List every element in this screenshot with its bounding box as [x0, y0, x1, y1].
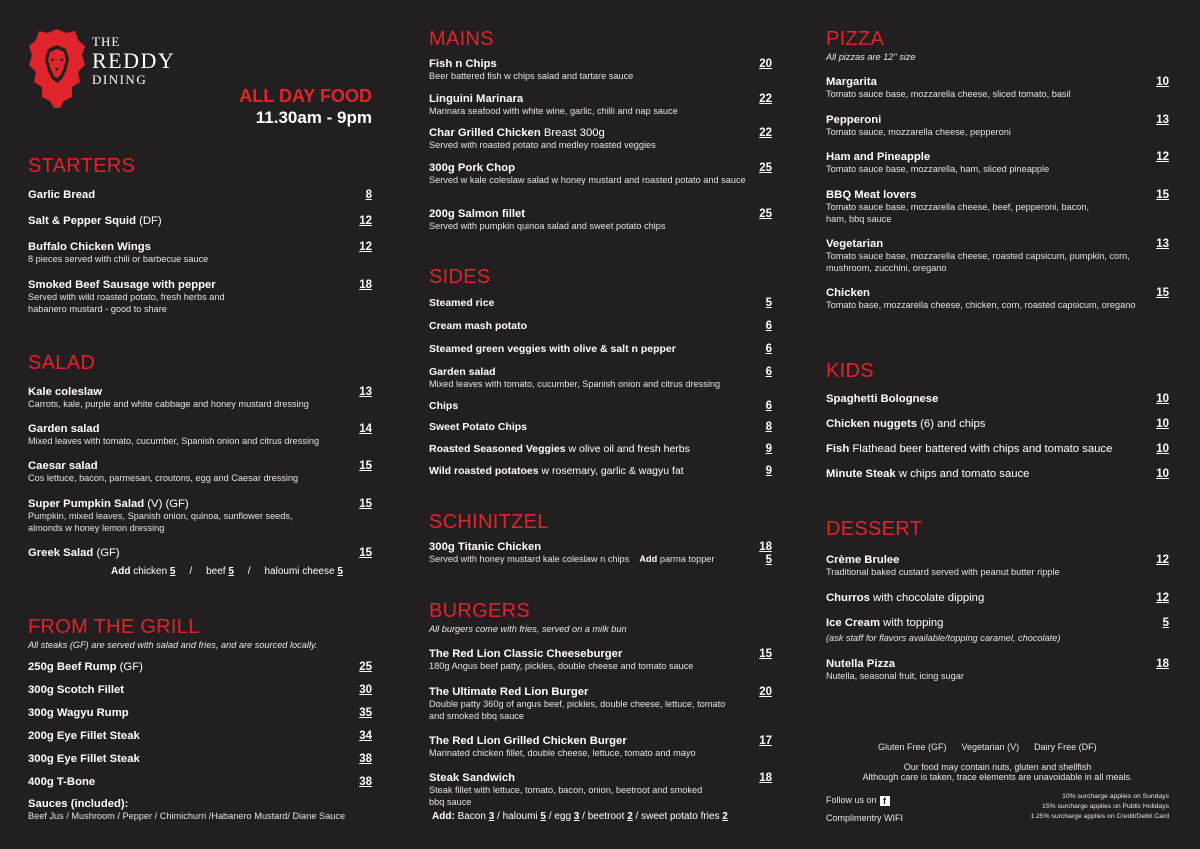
item-price: 22: [759, 93, 772, 105]
item-desc: Tomato sauce base, mozzarella cheese, beef, pepperoni, bacon, ham, bbq sauce: [826, 202, 1090, 224]
starters-title: STARTERS: [28, 155, 136, 177]
item-desc: Nutella, seasonal fruit, icing sugar: [826, 671, 964, 681]
menu-item: [826, 443, 1169, 456]
add-option: chicken: [133, 566, 168, 577]
add-option: beef: [206, 566, 226, 577]
menu-item: [429, 443, 772, 456]
hours-title: ALL DAY FOOD: [239, 86, 372, 106]
menu-item: [429, 320, 772, 333]
item-name: Fish: [826, 443, 850, 455]
item-name: Pepperoni: [826, 114, 882, 126]
item-desc: Mixed leaves with tomato, cucumber, Spanish onion and citrus dressing: [429, 379, 721, 389]
item-tag: (DF): [135, 215, 162, 227]
item-name: Caesar salad: [28, 460, 98, 472]
item-desc: Tomato sauce base, mozzarella cheese, roasted capsicum, pumpkin, corn, mushroom, zucchini, oregano: [826, 251, 1130, 273]
menu-item: [28, 423, 372, 448]
menu-item: [826, 592, 1169, 605]
item-name: Chicken nuggets: [826, 418, 918, 430]
wifi-label: Complimentry WIFI: [826, 813, 904, 823]
item-name: Margarita: [826, 76, 877, 88]
add-label: Add:: [432, 811, 455, 822]
item-price: 15: [359, 547, 372, 559]
item-price: 25: [759, 208, 772, 220]
menu-item: [429, 343, 772, 356]
item-tag: (V) (GF): [144, 498, 189, 510]
item-price: 15: [759, 648, 772, 660]
menu-item: [28, 776, 372, 789]
item-name: 300g Wagyu Rump: [28, 707, 129, 719]
surcharge-holiday: 15% surcharge applies on Public Holidays: [1042, 803, 1169, 810]
item-desc: Served with roasted potato and medley roasted veggies: [429, 140, 656, 150]
item-name: Salt & Pepper Squid: [28, 215, 136, 227]
item-name: Crème Brulee: [826, 554, 900, 566]
item-price: 10: [1156, 443, 1169, 455]
item-price: 18: [759, 772, 772, 784]
item-name: Linguini Marinara: [429, 93, 524, 105]
menu-item: [826, 554, 1169, 579]
menu-item: [429, 772, 772, 808]
legend-v: Vegetarian (V): [961, 742, 1020, 752]
item-desc: Tomato sauce, mozzarella cheese, pepperoni: [826, 127, 1011, 137]
item-price: 10: [1156, 468, 1169, 480]
menu-item: [429, 465, 772, 478]
add-label: Add: [639, 554, 658, 564]
separator: /: [497, 811, 500, 822]
item-name: Garden salad: [28, 423, 100, 435]
item-tag: (6) and chips: [917, 418, 986, 430]
item-tag: w olive oil and fresh herbs: [565, 443, 690, 455]
item-name: Ice Cream: [826, 617, 881, 629]
item-price: 6: [765, 320, 772, 332]
item-name: Vegetarian: [826, 238, 884, 250]
item-price: 5: [1162, 617, 1169, 629]
item-price: 25: [359, 661, 372, 673]
item-price: 9: [765, 465, 772, 477]
menu-item: [28, 189, 372, 202]
menu-item: [28, 241, 372, 266]
sides-title: SIDES: [429, 266, 491, 288]
item-price: 5: [765, 297, 772, 309]
item-price: 10: [1156, 76, 1169, 88]
item-price: 14: [359, 423, 372, 435]
item-name: Wild roasted potatoes: [429, 465, 539, 477]
kids-title: KIDS: [826, 360, 874, 382]
item-name: Ham and Pineapple: [826, 151, 931, 163]
item-desc: 180g Angus beef patty, pickles, double cheese and tomato sauce: [429, 661, 694, 671]
menu-item: [429, 648, 772, 673]
item-name: 300g Pork Chop: [429, 162, 516, 174]
item-tag: (GF): [116, 661, 143, 673]
salad-title: SALAD: [28, 352, 96, 374]
menu-item: [28, 215, 372, 228]
burger-add-line: [432, 811, 728, 822]
menu-item: [429, 127, 772, 152]
grill-title: FROM THE GRILL: [28, 616, 200, 638]
item-price: 20: [759, 686, 772, 698]
item-name: 200g Salmon fillet: [429, 208, 526, 220]
allergy-line-1: Our food may contain nuts, gluten and shellfish: [903, 762, 1092, 772]
item-tag: with topping: [880, 617, 944, 629]
item-price: 15: [1156, 287, 1169, 299]
menu-item: [429, 735, 772, 760]
menu-item: [28, 498, 372, 534]
item-price: 12: [1156, 592, 1169, 604]
item-price: 10: [1156, 418, 1169, 430]
item-desc: (ask staff for flavors available/topping caramel, chocolate): [826, 633, 1061, 643]
item-desc: Tomato sauce base, mozzarella, ham, sliced pineapple: [826, 164, 1050, 174]
item-desc: Cos lettuce, bacon, parmesan, croutons, egg and Caesar dressing: [28, 473, 299, 483]
menu-item: [429, 208, 772, 233]
surcharge-card: 1.25% surcharge applies on Credit/Debit Card: [1030, 813, 1169, 820]
item-price: 6: [765, 400, 772, 412]
item-name: 300g Titanic Chicken: [429, 541, 542, 553]
item-price: 10: [1156, 393, 1169, 405]
separator: /: [635, 811, 639, 822]
menu-item: [429, 366, 772, 391]
item-name: Chicken: [826, 287, 870, 299]
surcharge-block: [1030, 793, 1169, 820]
item-desc: Pumpkin, mixed leaves, Spanish onion, quinoa, sunflower seeds, almonds w honey lemon dressing: [28, 511, 293, 533]
add-label: Add: [111, 566, 131, 577]
menu-item: [28, 684, 372, 697]
item-price: 13: [359, 386, 372, 398]
add-price: 5: [540, 811, 546, 822]
item-price: 8: [765, 421, 772, 433]
add-price: 5: [337, 566, 343, 577]
item-desc: Traditional baked custard served with peanut butter ripple: [826, 567, 1060, 577]
add-option: sweet potato fries: [641, 811, 720, 822]
item-price: 12: [1156, 151, 1169, 163]
item-price: 12: [1156, 554, 1169, 566]
menu-item: [826, 151, 1169, 176]
item-price: 34: [359, 730, 372, 742]
menu-item: [28, 460, 372, 485]
menu-item: [826, 76, 1169, 101]
item-price: 12: [359, 241, 372, 253]
item-price: 6: [765, 343, 772, 355]
menu-item: [826, 658, 1169, 683]
mains-title: MAINS: [429, 28, 494, 50]
item-tag: (GF): [93, 547, 120, 559]
burgers-title: BURGERS: [429, 600, 531, 622]
menu-item: [429, 93, 772, 118]
brand-dining: DINING: [92, 72, 148, 87]
item-tag: Flathead beer battered with chips and tomato sauce: [849, 443, 1113, 455]
separator: /: [548, 811, 552, 822]
item-name: Minute Steak: [826, 468, 896, 480]
hours-time: 11.30am - 9pm: [255, 108, 372, 127]
item-desc: Double patty 360g of angus beef, pickles, double cheese, lettuce, tomato and smoked bbq sauce: [429, 699, 726, 721]
item-price: 17: [759, 735, 772, 747]
add-price: 5: [228, 566, 234, 577]
item-name: Sweet Potato Chips: [429, 421, 528, 433]
menu-item: [826, 617, 1169, 645]
menu-item: [429, 686, 772, 722]
add-option: egg: [554, 811, 572, 822]
item-desc: Tomato sauce base, mozzarella cheese, sliced tomato, basil: [826, 89, 1071, 99]
pizza-title: PIZZA: [826, 28, 885, 50]
item-name: 300g Eye Fillet Steak: [28, 753, 140, 765]
item-desc: Served w kale coleslaw salad w honey mustard and roasted potato and sauce: [429, 175, 746, 185]
menu-item: [429, 297, 772, 310]
item-price: 13: [1156, 114, 1169, 126]
menu-item: [28, 661, 372, 674]
item-name: Nutella Pizza: [826, 658, 896, 670]
social-block: [826, 795, 890, 806]
legend-df: Dairy Free (DF): [1034, 742, 1097, 752]
item-name: The Red Lion Grilled Chicken Burger: [429, 735, 627, 747]
menu-item: [826, 468, 1169, 481]
item-name: 200g Eye Fillet Steak: [28, 730, 140, 742]
item-desc: [429, 554, 772, 566]
column-middle: [429, 0, 772, 849]
menu-item: [429, 162, 772, 187]
item-price: 15: [359, 460, 372, 472]
item-name: Greek Salad: [28, 547, 94, 559]
item-price: 6: [765, 366, 772, 378]
dietary-legend: [878, 742, 1168, 752]
menu-item: [429, 541, 772, 566]
item-name: Super Pumpkin Salad: [28, 498, 145, 510]
item-name: Steak Sandwich: [429, 772, 516, 784]
item-desc: Served with pumpkin quinoa salad and sweet potato chips: [429, 221, 666, 231]
item-desc-text: Served with honey mustard kale coleslaw n chips: [429, 554, 630, 564]
item-price: 8: [365, 189, 372, 201]
item-name: BBQ Meat lovers: [826, 189, 917, 201]
item-name: Cream mash potato: [429, 320, 528, 332]
item-price: 20: [759, 58, 772, 70]
legend-gf: Gluten Free (GF): [878, 742, 947, 752]
item-name: The Red Lion Classic Cheeseburger: [429, 648, 623, 660]
item-price: 18: [359, 279, 372, 291]
sauces-block: [28, 798, 345, 821]
menu-item: [28, 547, 372, 560]
add-option: beetroot: [587, 811, 625, 822]
facebook-icon[interactable]: f: [880, 796, 890, 806]
column-right: [826, 0, 1169, 849]
add-price: 2: [722, 811, 728, 822]
item-price: 18: [1156, 658, 1169, 670]
add-price: 2: [627, 811, 633, 822]
grill-note: All steaks (GF) are served with salad and fries, and are sourced locally.: [28, 640, 318, 650]
separator: /: [189, 566, 193, 577]
sauces-list: Beef Jus / Mushroom / Pepper / Chimichurri /Habanero Mustard/ Diane Sauce: [28, 811, 346, 821]
menu-item: [28, 279, 372, 315]
dessert-title: DESSERT: [826, 518, 923, 540]
add-price: 5: [169, 566, 176, 577]
add-option: Bacon: [457, 811, 486, 822]
item-tag: w rosemary, garlic & wagyu fat: [538, 465, 684, 477]
separator: /: [247, 566, 251, 577]
item-name: Steamed green veggies with olive & salt n pepper: [429, 343, 676, 355]
column-left: [28, 0, 372, 849]
add-price: 5: [765, 554, 772, 566]
menu-item: [28, 386, 372, 411]
item-desc: Carrots, kale, purple and white cabbage and honey mustard dressing: [28, 399, 309, 409]
item-price: 9: [765, 443, 772, 455]
menu-item: [826, 189, 1169, 225]
menu-item: [826, 287, 1169, 312]
item-name: Churros: [826, 592, 870, 604]
item-name: 300g Scotch Fillet: [28, 684, 125, 696]
menu-item: [826, 418, 1169, 431]
item-name: Chips: [429, 400, 459, 412]
menu-item: [826, 238, 1169, 274]
item-price: 18: [759, 541, 772, 553]
hours-block: [239, 85, 372, 129]
item-price: 12: [359, 215, 372, 227]
item-desc: Served with wild roasted potato, fresh herbs and habanero mustard - good to share: [28, 292, 225, 314]
menu-item: [28, 730, 372, 743]
item-name: Fish n Chips: [429, 58, 497, 70]
separator: /: [582, 811, 585, 822]
item-tag: with chocolate dipping: [869, 592, 985, 604]
brand-name: REDDY: [92, 48, 176, 73]
add-price: 3: [573, 811, 580, 822]
item-price: 22: [759, 127, 772, 139]
item-name: Garden salad: [429, 366, 496, 378]
item-name: Kale coleslaw: [28, 386, 103, 398]
item-name: 400g T-Bone: [28, 776, 96, 788]
item-price: 38: [359, 753, 372, 765]
item-desc: Tomato base, mozzarella cheese, chicken, corn, roasted capsicum, oregano: [826, 300, 1136, 310]
menu-item: [429, 400, 772, 413]
item-name: Roasted Seasoned Veggies: [429, 443, 566, 455]
pizza-note: All pizzas are 12" size: [826, 52, 916, 62]
burgers-note: All burgers come with fries, served on a milk bun: [429, 624, 627, 634]
item-name: Char Grilled Chicken: [429, 127, 541, 139]
item-desc: Marinara seafood with white wine, garlic, chilli and nap sauce: [429, 106, 678, 116]
add-option: haloumi cheese: [264, 566, 335, 577]
item-name: Buffalo Chicken Wings: [28, 241, 151, 253]
item-price: 15: [359, 498, 372, 510]
item-name: Steamed rice: [429, 297, 495, 309]
item-tag: w chips and tomato sauce: [895, 468, 1030, 480]
item-price: 30: [359, 684, 372, 696]
surcharge-sunday: 10% surcharge applies on Sundays: [1062, 793, 1169, 800]
menu-item: [826, 393, 1169, 406]
item-name: The Ultimate Red Lion Burger: [429, 686, 589, 698]
item-desc: Marinated chicken fillet, double cheese, lettuce, tomato and mayo: [429, 748, 696, 758]
item-desc: Steak fillet with lettuce, tomato, bacon, onion, beetroot and smoked bbq sauce: [429, 785, 703, 807]
item-name: Smoked Beef Sausage with pepper: [28, 279, 216, 291]
allergy-notice: [826, 762, 1169, 782]
item-price: 13: [1156, 238, 1169, 250]
item-name: Garlic Bread: [28, 189, 96, 201]
salad-add-line: [111, 566, 343, 577]
add-price: 3: [488, 811, 495, 822]
add-option: haloumi: [502, 811, 538, 822]
menu-item: [429, 421, 772, 434]
item-price: 38: [359, 776, 372, 788]
menu-item: [28, 707, 372, 720]
item-desc: Mixed leaves with tomato, cucumber, Spanish onion and citrus dressing: [28, 436, 320, 446]
menu-item: [28, 753, 372, 766]
item-desc: Beer battered fish w chips salad and tartare sauce: [429, 71, 634, 81]
item-name: 250g Beef Rump: [28, 661, 117, 673]
add-option: parma topper: [659, 554, 715, 564]
item-price: 15: [1156, 189, 1169, 201]
item-price: 25: [759, 162, 772, 174]
menu-item: [826, 114, 1169, 139]
item-price: 35: [359, 707, 372, 719]
follow-label: Follow us on: [826, 795, 877, 805]
allergy-line-2: Although care is taken, trace elements are unavoidable in all meals.: [862, 772, 1133, 782]
menu-item: [429, 58, 772, 83]
item-desc: 8 pieces served with chili or barbecue sauce: [28, 254, 209, 264]
item-tag: Breast 300g: [540, 127, 605, 139]
item-name: Spaghetti Bolognese: [826, 393, 939, 405]
sauces-title: Sauces (included):: [28, 798, 129, 810]
schnitzel-title: SCHINITZEL: [429, 511, 549, 533]
brand-the: THE: [92, 34, 121, 49]
